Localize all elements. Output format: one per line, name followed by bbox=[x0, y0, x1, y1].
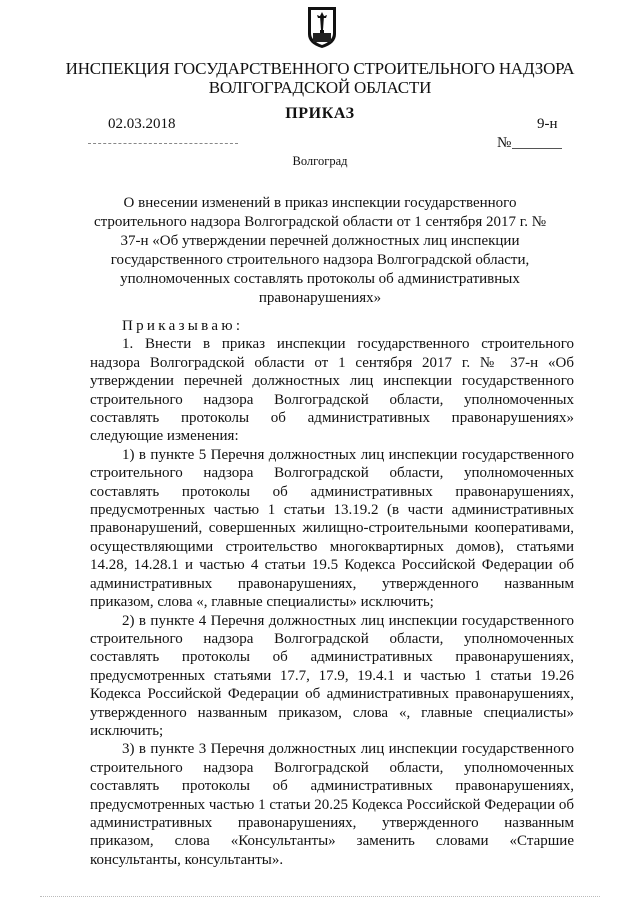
number-underline bbox=[512, 148, 562, 149]
coat-of-arms-icon bbox=[307, 6, 337, 49]
org-line-1: ИНСПЕКЦИЯ ГОСУДАРСТВЕННОГО СТРОИТЕЛЬНОГО НАДЗОРА bbox=[65, 59, 575, 78]
order-heading: О внесении изменений в приказ инспекции государственного строительного надзора Волгоградской области от 1 сентября 2017 г. № 37-н «Об утверждении перечней должностных лиц инспекции государственного строительного надзора Волгоградской области, уполномоченных составлять протоколы об административных правонарушениях» bbox=[93, 195, 547, 306]
paragraph-4: 3) в пункте 3 Перечня должностных лиц инспекции государственного строительного надзора Волгоградской области, уполномоченных составлять протоколы об административных правонарушениях, предусмотренных частью 1 статьи 20.25 Кодекса Российской Федерации об административных правонарушениях, утвержденного названным приказом, слова «Консультанты» заменить словами «Старшие консультанты, консультанты». bbox=[90, 741, 574, 868]
order-body bbox=[90, 317, 574, 869]
document-number: 9-н bbox=[537, 116, 558, 132]
date-underline bbox=[88, 143, 238, 144]
paragraph-2: 1) в пункте 5 Перечня должностных лиц инспекции государственного строительного надзора Волгоградской области, уполномоченных составлять протоколы об административных правонарушениях, предусмотренных частью 1 статьи 13.19.2 (в части административных правонарушений, совершенных жилищно-строительными кооперативами, осуществляющими строительство многоквартирных домов), статьями 14.28, 14.28.1 и частью 4 статьи 19.5 Кодекса Российской Федерации об административных правонарушениях, утвержденного названным приказом, слова «, главные специалисты» исключить; bbox=[90, 446, 574, 611]
document-type: ПРИКАЗ bbox=[285, 105, 355, 122]
paragraph-3: 2) в пункте 4 Перечня должностных лиц инспекции государственного строительного надзора Волгоградской области, уполномоченных составлять протоколы об административных правонарушениях, предусмотренных статьями 17.7, 17.9, 19.4.1 и частью 1 статьи 19.26 Кодекса Российской Федерации об административных правонарушениях, утвержденного названным приказом, слова «, главные специалисты» исключить; bbox=[90, 612, 574, 739]
document-date: 02.03.2018 bbox=[108, 116, 176, 132]
city: Волгоград bbox=[292, 154, 348, 168]
scan-edge bbox=[40, 896, 600, 897]
number-sign: № bbox=[497, 135, 512, 151]
paragraph-1: 1. Внести в приказ инспекции государственного строительного надзора Волгоградской области от 1 сентября 2017 г. № 37-н «Об утверждении перечней должностных лиц инспекции государственного строительного надзора Волгоградской области, уполномоченных составлять протоколы об административных правонарушениях» следующие изменения: bbox=[90, 336, 574, 445]
organization-name bbox=[60, 59, 580, 97]
order-word: Приказываю: bbox=[122, 318, 244, 334]
org-line-2: ВОЛГОГРАДСКОЙ ОБЛАСТИ bbox=[208, 78, 432, 97]
